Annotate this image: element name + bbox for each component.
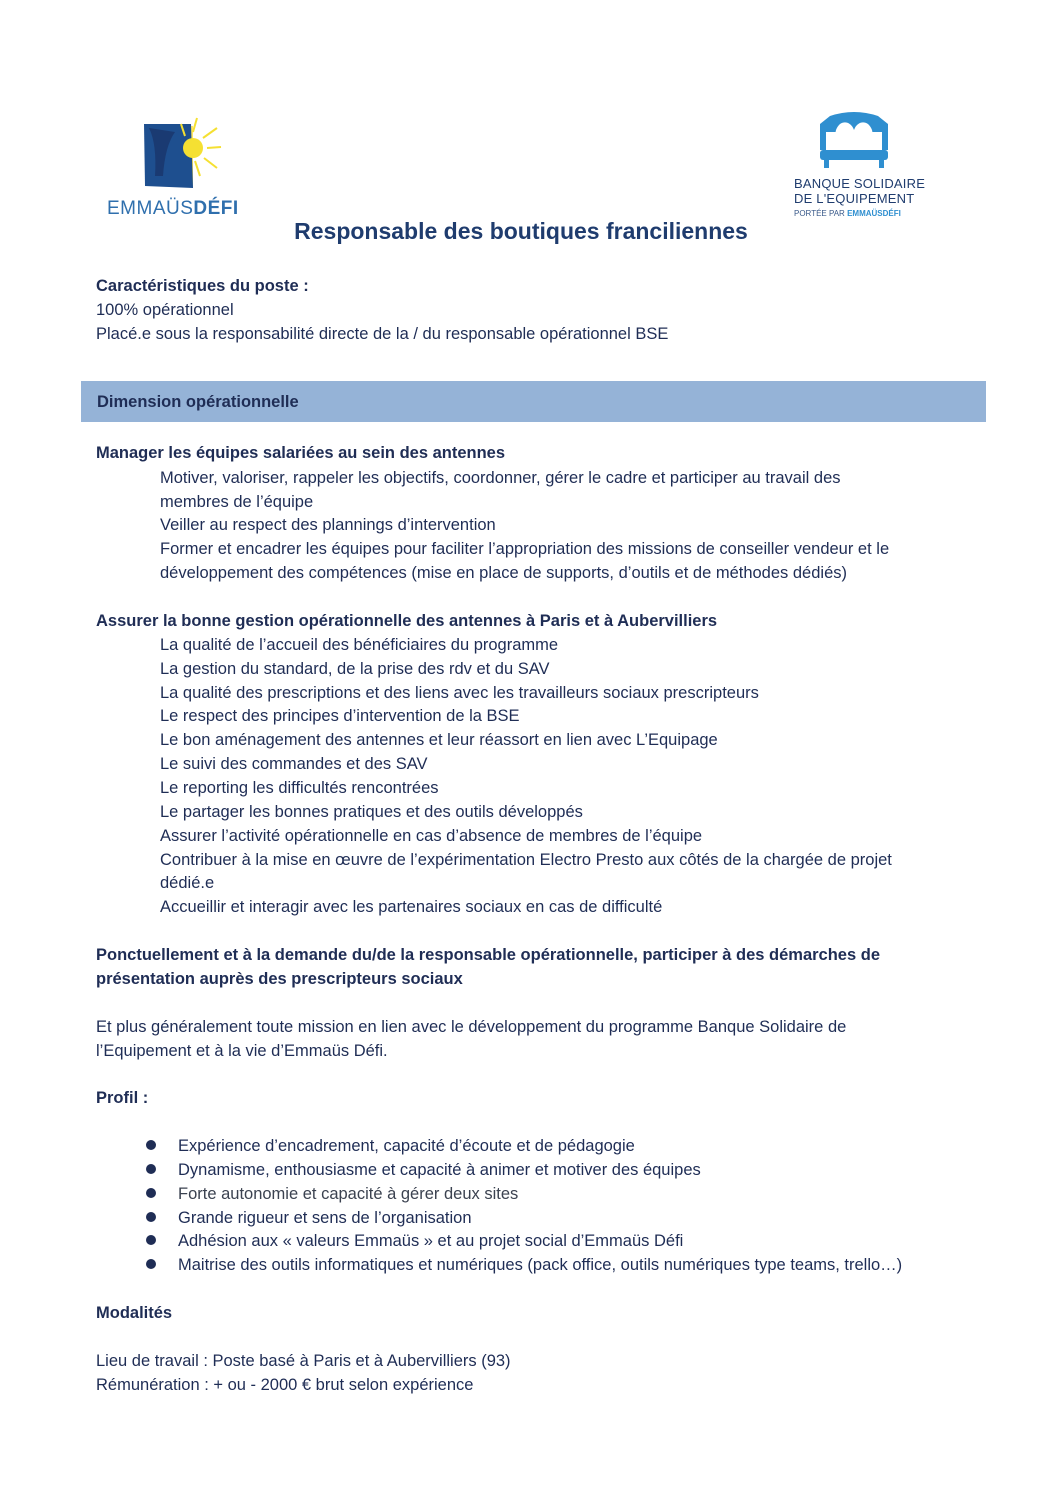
- emmaus-defi-wordmark: EMMAÜSDÉFI: [107, 198, 239, 219]
- manage-line: membres de l’équipe: [160, 493, 314, 511]
- ops-line: La qualité des prescriptions et des liens avec les travailleurs sociaux prescripteurs: [160, 684, 759, 702]
- ops-line: Contribuer à la mise en œuvre de l’expérimentation Electro Presto aux côtés de la chargée de projet: [160, 851, 892, 869]
- section-band: [81, 381, 986, 422]
- manage-line: Veiller au respect des plannings d’intervention: [160, 516, 496, 534]
- bullet-icon: [146, 1188, 156, 1198]
- bullet-icon: [146, 1212, 156, 1222]
- ops-line: La qualité de l’accueil des bénéficiaires du programme: [160, 636, 559, 654]
- characteristics-line: 100% opérationnel: [96, 301, 234, 319]
- ops-line: Le suivi des commandes et des SAV: [160, 755, 428, 773]
- modalities-line: Lieu de travail : Poste basé à Paris et à Aubervilliers (93): [96, 1352, 511, 1370]
- profile-item: Forte autonomie et capacité à gérer deux sites: [178, 1185, 519, 1203]
- bullet-icon: [146, 1164, 156, 1174]
- modalities-line: Rémunération : + ou - 2000 € brut selon expérience: [96, 1376, 474, 1394]
- general-line: l’Equipement et à la vie d’Emmaüs Défi.: [96, 1042, 388, 1060]
- bullet-icon: [146, 1235, 156, 1245]
- bullet-icon: [146, 1259, 156, 1269]
- manage-line: Former et encadrer les équipes pour faciliter l’appropriation des missions de conseiller vendeur et le: [160, 540, 890, 558]
- logo-tagline: PORTÉE PAR EMMAÜSDÉFI: [794, 209, 901, 218]
- occasional-line: Ponctuellement et à la demande du/de la responsable opérationnelle, participer à des démarches de: [96, 946, 880, 964]
- sofa-heart-icon: [790, 110, 920, 174]
- ops-heading: Assurer la bonne gestion opérationnelle des antennes à Paris et à Aubervilliers: [96, 612, 718, 630]
- profile-item: Dynamisme, enthousiasme et capacité à animer et motiver des équipes: [178, 1161, 701, 1179]
- manage-line: Motiver, valoriser, rappeler les objectifs, coordonner, gérer le cadre et participer au travail des: [160, 469, 841, 487]
- profile-heading: Profil :: [96, 1089, 149, 1107]
- ops-line: dédié.e: [160, 874, 215, 892]
- modalities-heading: Modalités: [96, 1304, 173, 1322]
- occasional-line: présentation auprès des prescripteurs sociaux: [96, 970, 463, 988]
- characteristics-line: Placé.e sous la responsabilité directe de la / du responsable opérationnel BSE: [96, 325, 669, 343]
- emmaus-defi-logo: [105, 114, 245, 224]
- characteristics-heading: Caractéristiques du poste :: [96, 277, 309, 295]
- profile-item: Adhésion aux « valeurs Emmaüs » et au projet social d’Emmaüs Défi: [178, 1232, 684, 1250]
- page-title: Responsable des boutiques franciliennes: [294, 218, 748, 244]
- ops-line: Le partager les bonnes pratiques et des outils développés: [160, 803, 583, 821]
- ops-line: La gestion du standard, de la prise des rdv et du SAV: [160, 660, 550, 678]
- section-band-label: Dimension opérationnelle: [97, 393, 299, 411]
- manage-heading: Manager les équipes salariées au sein des antennes: [96, 444, 506, 462]
- general-line: Et plus généralement toute mission en lien avec le développement du programme Banque Solidaire de: [96, 1018, 847, 1036]
- emmaus-sun-icon: [105, 114, 225, 194]
- ops-line: Le bon aménagement des antennes et leur réassort en lien avec L’Equipage: [160, 731, 718, 749]
- ops-line: Assurer l’activité opérationnelle en cas d’absence de membres de l’équipe: [160, 827, 703, 845]
- ops-line: Le respect des principes d’intervention de la BSE: [160, 707, 520, 725]
- manage-line: développement des compétences (mise en place de supports, d’outils et de méthodes dédiés): [160, 564, 847, 582]
- ops-line: Accueillir et interagir avec les partenaires sociaux en cas de difficulté: [160, 898, 663, 916]
- bullet-icon: [146, 1140, 156, 1150]
- banque-solidaire-logo: [790, 110, 926, 222]
- profile-item: Expérience d’encadrement, capacité d’écoute et de pédagogie: [178, 1137, 635, 1155]
- logo-line-2: DE L'EQUIPEMENT: [794, 191, 915, 206]
- logo-line-1: BANQUE SOLIDAIRE: [794, 176, 926, 191]
- profile-item: Grande rigueur et sens de l’organisation: [178, 1209, 472, 1227]
- profile-item: Maitrise des outils informatiques et numériques (pack office, outils numériques type teams, trello…): [178, 1256, 903, 1274]
- ops-line: Le reporting les difficultés rencontrées: [160, 779, 439, 797]
